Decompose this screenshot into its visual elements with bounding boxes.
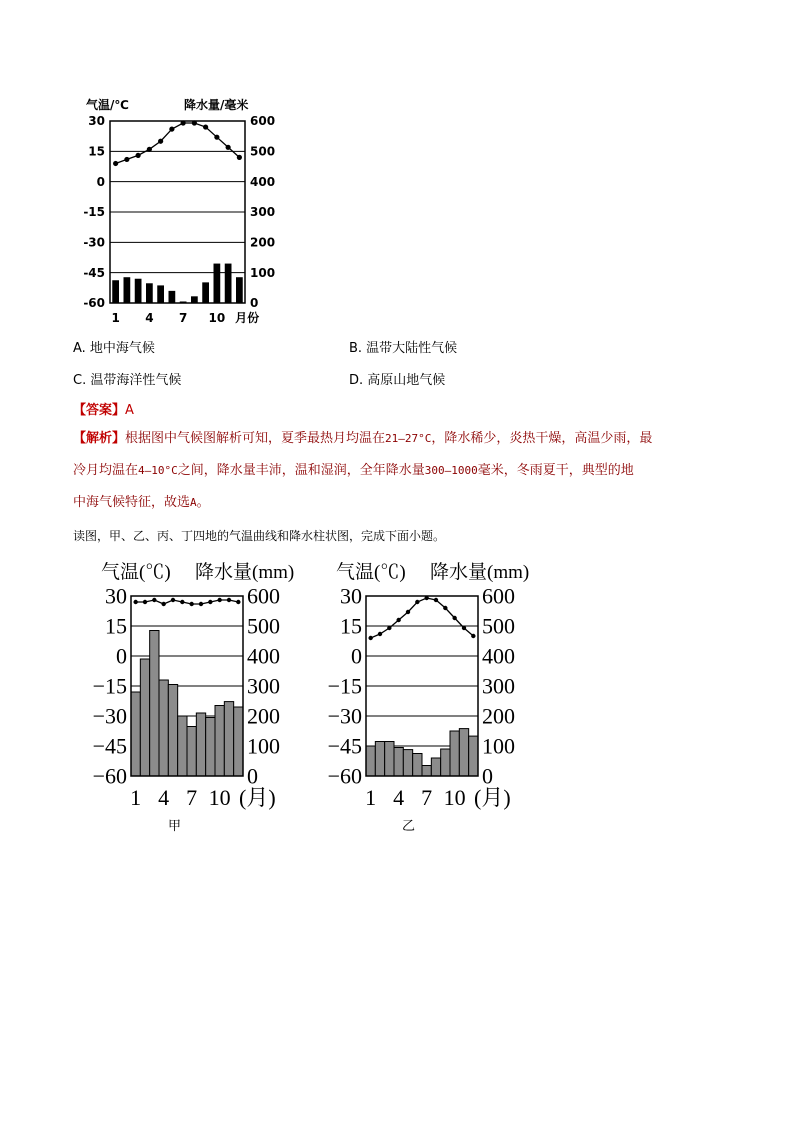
- month-tick-label: 4: [393, 785, 405, 810]
- temp-axis-label: 气温/℃: [86, 98, 129, 112]
- temp-point: [434, 598, 438, 602]
- precip-bar: [157, 285, 164, 303]
- precip-tick-label: 200: [247, 703, 280, 729]
- month-tick-label: 4: [158, 785, 170, 810]
- temp-point: [124, 157, 129, 162]
- temp-tick-label: -30: [83, 235, 105, 250]
- answer-line: [73, 399, 134, 418]
- precip-bar: [206, 718, 215, 777]
- temp-line: [116, 123, 240, 163]
- precip-tick-label: 400: [247, 643, 280, 669]
- precip-bar: [150, 631, 159, 777]
- answer-value: A: [125, 403, 134, 418]
- precip-bar: [385, 742, 394, 777]
- precip-bar: [187, 727, 196, 777]
- temp-point: [152, 598, 156, 602]
- temp-tick-label: −45: [92, 733, 127, 759]
- precip-tick-label: 200: [250, 235, 276, 250]
- precip-bar: [225, 264, 232, 303]
- precip-bar: [146, 283, 153, 303]
- temp-point: [415, 600, 419, 604]
- temp-point: [452, 616, 456, 620]
- temp-tick-label: 30: [88, 114, 105, 129]
- precip-bar: [140, 659, 149, 776]
- precip-tick-label: 100: [482, 733, 515, 759]
- month-tick-label: 10: [208, 311, 226, 325]
- precip-tick-label: 0: [247, 763, 258, 789]
- temp-point: [443, 606, 447, 610]
- temp-point: [396, 618, 400, 622]
- analysis-text: 中海气候特征，故选: [73, 495, 191, 510]
- analysis-line-2: [73, 455, 723, 487]
- caption-yi: 乙: [402, 819, 416, 834]
- temp-tick-label: -45: [83, 265, 105, 280]
- precip-tick-label: 600: [247, 583, 280, 609]
- climate-chart-jia: [85, 557, 295, 819]
- analysis-text: ，降水稀少，炎热干燥，高温少雨，最: [431, 431, 653, 446]
- temp-tick-label: 0: [116, 643, 127, 669]
- temp-tick-label: -15: [83, 205, 105, 220]
- analysis-text: 之间，降水量丰沛，温和湿润，全年降水量: [177, 463, 425, 478]
- precip-bar: [422, 766, 431, 777]
- temp-point: [113, 161, 118, 166]
- temp-point: [147, 147, 152, 152]
- precip-bar: [459, 729, 468, 776]
- temp-point: [406, 610, 410, 614]
- analysis-text: 冷月均温在: [73, 463, 139, 478]
- precip-bar: [450, 731, 459, 776]
- precip-bar: [366, 746, 375, 776]
- precip-tick-label: 100: [250, 265, 276, 280]
- precip-bar: [196, 713, 205, 776]
- temp-point: [203, 124, 208, 129]
- precip-bar: [214, 264, 221, 303]
- temp-point: [462, 626, 466, 630]
- temp-point: [237, 155, 242, 160]
- option-d[interactable]: D. 高原山地气候: [349, 373, 446, 388]
- month-unit-label: (月): [239, 785, 276, 810]
- precip-bar: [112, 280, 119, 303]
- temp-tick-label: −30: [92, 703, 127, 729]
- precip-bar: [215, 706, 224, 777]
- temp-tick-label: 30: [340, 583, 362, 609]
- precip-bar: [202, 282, 209, 303]
- temp-tick-label: 0: [96, 174, 105, 189]
- temp-point: [199, 602, 203, 606]
- analysis-line-1: [73, 423, 723, 455]
- month-tick-label: 7: [186, 785, 198, 810]
- precip-axis-label: 降水量(mm): [195, 562, 295, 583]
- precip-bar: [178, 716, 187, 776]
- precip-tick-label: 400: [482, 643, 515, 669]
- precip-bar: [168, 685, 177, 777]
- month-tick-label: 7: [421, 785, 433, 810]
- temp-tick-label: −15: [92, 673, 127, 699]
- temp-point: [387, 626, 391, 630]
- month-tick-label: 7: [178, 311, 188, 325]
- precip-tick-label: 600: [250, 114, 276, 129]
- month-tick-label: 1: [365, 785, 377, 810]
- analysis-range: 21—27°C: [385, 432, 432, 445]
- temp-point: [236, 600, 240, 604]
- month-tick-label: 10: [208, 785, 231, 810]
- analysis-range: 300—1000: [424, 464, 478, 477]
- temp-point: [368, 636, 372, 640]
- temp-point: [378, 632, 382, 636]
- temp-line: [136, 600, 239, 604]
- precip-tick-label: 600: [482, 583, 515, 609]
- precip-bar: [135, 279, 142, 303]
- temp-tick-label: −30: [327, 703, 362, 729]
- precip-tick-label: 500: [247, 613, 280, 639]
- precip-bar: [236, 277, 243, 303]
- temp-point: [169, 126, 174, 131]
- temp-point: [161, 602, 165, 606]
- month-unit-label: 月份: [235, 311, 260, 325]
- precip-tick-label: 500: [482, 613, 515, 639]
- precip-axis-label: 降水量(mm): [430, 562, 530, 583]
- temp-point: [227, 598, 231, 602]
- option-a[interactable]: A. 地中海气候: [73, 341, 155, 356]
- temp-tick-label: −60: [327, 763, 362, 789]
- temp-line: [371, 598, 474, 638]
- temp-tick-label: 15: [88, 144, 105, 159]
- precip-tick-label: 300: [247, 673, 280, 699]
- temp-point: [133, 600, 137, 604]
- precip-bar: [131, 692, 140, 776]
- analysis-tag: 【解析】: [73, 431, 126, 446]
- temp-tick-label: -60: [83, 296, 105, 311]
- precip-tick-label: 300: [250, 205, 276, 220]
- precip-bar: [124, 277, 131, 303]
- precip-bar: [431, 758, 440, 776]
- precip-bar: [234, 707, 243, 776]
- temp-point: [226, 145, 231, 150]
- temp-point: [158, 139, 163, 144]
- precip-tick-label: 400: [250, 174, 276, 189]
- option-b[interactable]: B. 温带大陆性气候: [349, 341, 458, 356]
- month-tick-label: 10: [443, 785, 466, 810]
- temp-point: [471, 634, 475, 638]
- temp-tick-label: 30: [105, 583, 127, 609]
- analysis-line-3: [73, 487, 723, 519]
- temp-point: [217, 598, 221, 602]
- temp-tick-label: 15: [105, 613, 127, 639]
- precip-tick-label: 500: [250, 144, 276, 159]
- precip-bar: [413, 754, 422, 777]
- temp-tick-label: −15: [327, 673, 362, 699]
- answer-tag: 【答案】: [73, 403, 126, 418]
- precip-bar: [191, 296, 198, 303]
- precip-bar: [159, 680, 168, 776]
- temp-tick-label: 0: [351, 643, 362, 669]
- month-tick-label: 1: [130, 785, 142, 810]
- precip-tick-label: 200: [482, 703, 515, 729]
- question-intro: 读图，甲、乙、丙、丁四地的气温曲线和降水柱状图，完成下面小题。: [73, 529, 446, 543]
- temp-point: [136, 153, 141, 158]
- precip-bar: [469, 736, 478, 776]
- climate-chart-top: [80, 95, 276, 330]
- precip-tick-label: 100: [247, 733, 280, 759]
- precip-bar: [403, 750, 412, 776]
- precip-bar: [441, 749, 450, 776]
- analysis-text: 。: [196, 495, 210, 510]
- climate-chart-yi: [320, 557, 530, 819]
- temp-tick-label: −60: [92, 763, 127, 789]
- temp-point: [143, 600, 147, 604]
- precip-bar: [394, 748, 403, 777]
- temp-point: [171, 598, 175, 602]
- analysis-range: 4—10°C: [138, 464, 178, 477]
- caption-jia: 甲: [168, 819, 182, 834]
- month-tick-label: 4: [145, 311, 154, 325]
- precip-tick-label: 0: [482, 763, 493, 789]
- temp-tick-label: 15: [340, 613, 362, 639]
- analysis-text: 毫米，冬雨夏干，典型的地: [477, 463, 634, 478]
- temp-axis-label: 气温(℃): [336, 562, 406, 583]
- analysis-text: 根据图中气候图解析可知，夏季最热月均温在: [125, 431, 386, 446]
- analysis-choice: A: [190, 496, 197, 509]
- precip-axis-label: 降水量/毫米: [184, 98, 249, 112]
- temp-point: [214, 135, 219, 140]
- precip-bar: [375, 742, 384, 777]
- temp-point: [180, 600, 184, 604]
- month-unit-label: (月): [474, 785, 511, 810]
- option-c[interactable]: C. 温带海洋性气候: [73, 373, 182, 388]
- precip-tick-label: 0: [250, 296, 259, 311]
- month-tick-label: 1: [111, 311, 120, 325]
- precip-bar: [224, 702, 233, 776]
- temp-point: [189, 602, 193, 606]
- temp-tick-label: −45: [327, 733, 362, 759]
- precip-tick-label: 300: [482, 673, 515, 699]
- precip-bar: [169, 291, 176, 303]
- temp-point: [208, 600, 212, 604]
- temp-axis-label: 气温(℃): [101, 562, 171, 583]
